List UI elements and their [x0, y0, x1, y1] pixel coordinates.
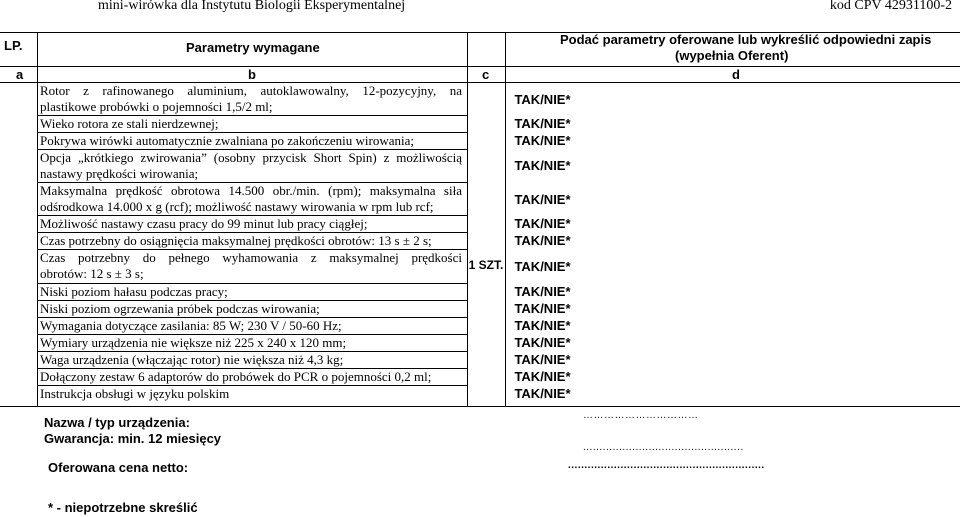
row-divider: [37, 368, 468, 369]
device-name-label: Nazwa / typ urządzenia:: [44, 415, 190, 430]
footnote: * - niepotrzebne skreślić: [48, 500, 198, 515]
param-text-4a: Opcja „krótkiego zwirowania” (osobny przycisk Short Spin) z możliwością: [40, 150, 462, 165]
row-divider: [37, 334, 468, 335]
yes-no-option[interactable]: TAK/NIE*: [514, 158, 571, 173]
col-label-b: b: [248, 67, 256, 82]
yes-no-option[interactable]: TAK/NIE*: [514, 318, 571, 333]
header-params: Parametry wymagane: [186, 40, 320, 55]
row-divider: [37, 149, 468, 150]
table-bottom-border: [0, 406, 960, 407]
yes-no-option[interactable]: TAK/NIE*: [514, 192, 571, 207]
header-lp: LP.: [4, 38, 23, 53]
yes-no-option[interactable]: TAK/NIE*: [514, 116, 571, 131]
row-divider: [37, 249, 468, 250]
header-offer-line1: Podać parametry oferowane lub wykreślić odpowiedni zapis: [560, 32, 932, 47]
yes-no-option[interactable]: TAK/NIE*: [514, 133, 571, 148]
param-text-14: Dołączony zestaw 6 adaptorów do probówek do PCR o pojemności 0,2 ml;: [40, 369, 432, 384]
row-divider: [37, 232, 468, 233]
param-text-15: Instrukcja obsługi w języku polskim: [40, 386, 230, 401]
document-header-left: mini-wirówka dla Instytutu Biologii Eksperymentalnej: [98, 0, 406, 13]
col-label-d: d: [732, 67, 740, 82]
net-price-fill-line[interactable]: ............................................................: [568, 460, 765, 471]
param-text-11: Wymagania dotyczące zasilania: 85 W; 230 V / 50-60 Hz;: [40, 318, 342, 333]
param-text-3: Pokrywa wirówki automatycznie zwalniana po zakończeniu wirowania;: [40, 133, 414, 148]
yes-no-option[interactable]: TAK/NIE*: [514, 386, 571, 401]
yes-no-option[interactable]: TAK/NIE*: [514, 259, 571, 274]
row-divider: [37, 283, 468, 284]
row-divider: [37, 215, 468, 216]
yes-no-option[interactable]: TAK/NIE*: [514, 301, 571, 316]
param-text-6: Możliwość nastawy czasu pracy do 99 minut lub pracy ciągłej;: [40, 216, 368, 231]
col-label-a: a: [16, 67, 24, 82]
yes-no-option[interactable]: TAK/NIE*: [514, 216, 571, 231]
warranty-label: Gwarancja: min. 12 miesięcy: [44, 431, 222, 446]
header-offer-line2: (wypełnia Oferent): [675, 48, 789, 63]
document-header-right: kod CPV 42931100-2: [829, 0, 952, 13]
row-divider: [37, 385, 468, 386]
col-label-c: c: [482, 67, 490, 82]
param-text-8b: obrotów: 12 s ± 3 s;: [40, 266, 144, 281]
yes-no-option[interactable]: TAK/NIE*: [514, 335, 571, 350]
row-divider: [37, 351, 468, 352]
param-text-1a: Rotor z rafinowanego aluminium, autoklawowalny, 12-pozycyjny, na: [40, 83, 462, 98]
param-text-4b: nastawy prędkości wirowania;: [40, 166, 199, 181]
param-text-7: Czas potrzebny do osiągnięcia maksymalnej prędkości obrotów: 13 s ± 2 s;: [40, 233, 432, 248]
row-divider: [37, 132, 468, 133]
device-name-fill-line[interactable]: ……………………………: [583, 410, 699, 421]
param-text-12: Wymiary urządzenia nie większe niż 225 x 240 x 120 mm;: [40, 335, 347, 350]
yes-no-option[interactable]: TAK/NIE*: [514, 284, 571, 299]
param-text-10: Niski poziom ogrzewania próbek podczas wirowania;: [40, 301, 320, 316]
warranty-fill-line[interactable]: .................................................: [583, 442, 744, 453]
param-text-2: Wieko rotora ze stali nierdzewnej;: [40, 116, 219, 131]
row-divider: [37, 300, 468, 301]
table-header-divider: [0, 66, 960, 67]
net-price-label: Oferowana cena netto:: [48, 460, 189, 475]
yes-no-option[interactable]: TAK/NIE*: [514, 352, 571, 367]
row-divider: [37, 182, 468, 183]
param-text-8a: Czas potrzebny do pełnego wyhamowania z maksymalnej prędkości: [40, 250, 462, 265]
quantity-cell: 1 SZT.: [468, 258, 504, 272]
param-text-1b: plastikowe probówki o pojemności 1,5/2 ml;: [40, 99, 273, 114]
yes-no-option[interactable]: TAK/NIE*: [514, 233, 571, 248]
param-text-13: Waga urządzenia (włączając rotor) nie większa niż 4,3 kg;: [40, 352, 344, 367]
yes-no-option[interactable]: TAK/NIE*: [514, 369, 571, 384]
yes-no-option[interactable]: TAK/NIE*: [514, 92, 571, 107]
param-text-5a: Maksymalna prędkość obrotowa 14.500 obr./min. (rpm); maksymalna siła: [40, 183, 462, 198]
row-divider: [37, 317, 468, 318]
param-text-9: Niski poziom hałasu podczas pracy;: [40, 284, 228, 299]
param-text-5b: odśrodkowa 14.000 x g (rcf); możliwość nastawy wirowania w rpm lub rcf;: [40, 199, 434, 214]
row-divider: [37, 115, 468, 116]
